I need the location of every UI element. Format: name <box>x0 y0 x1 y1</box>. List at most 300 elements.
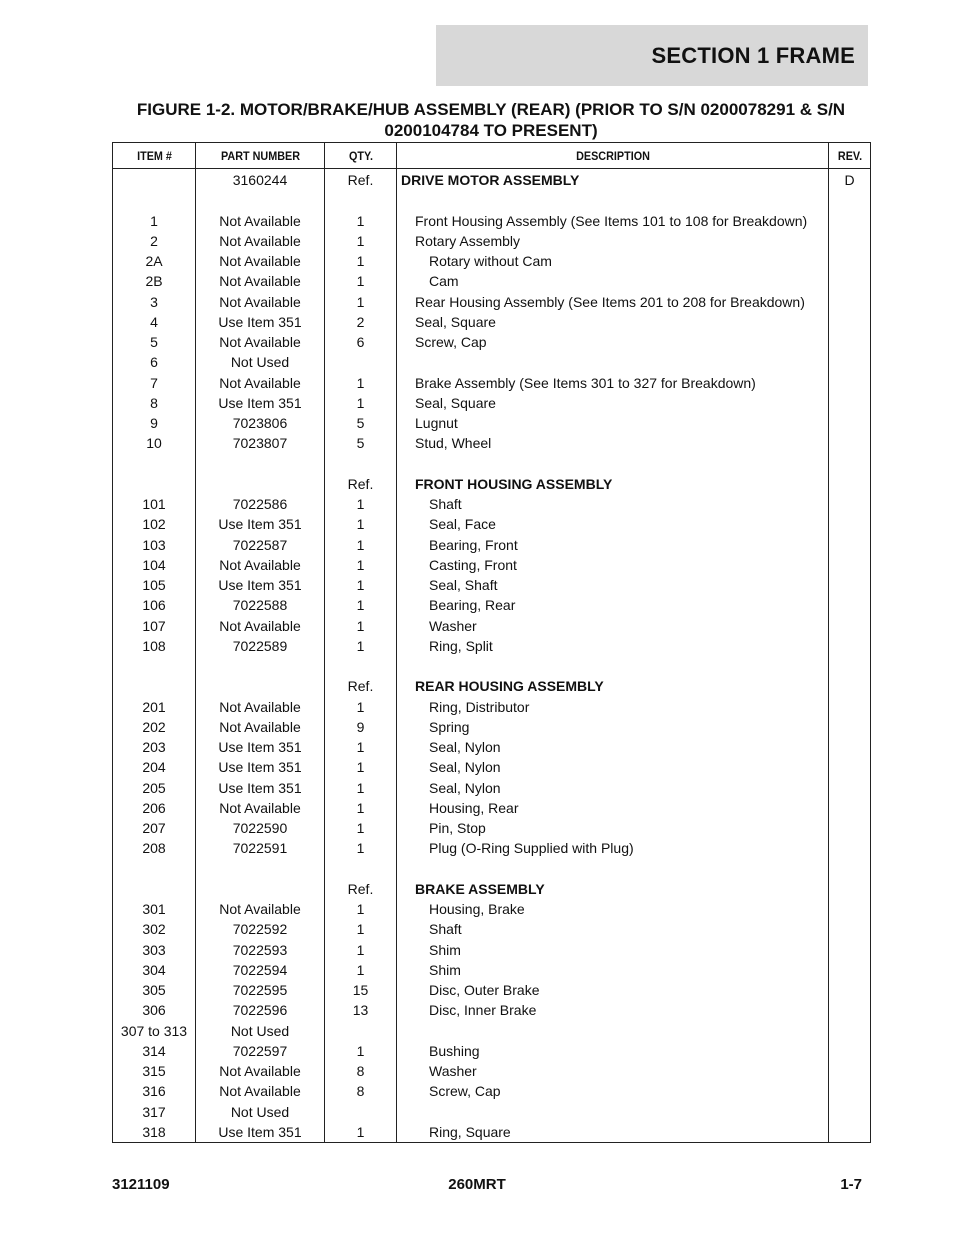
cell-rev <box>829 1122 871 1143</box>
cell-description: Housing, Brake <box>397 899 829 919</box>
cell-description: Washer <box>397 1061 829 1081</box>
cell-qty: 1 <box>325 514 397 534</box>
cell-description: Seal, Shaft <box>397 575 829 595</box>
cell-qty: 1 <box>325 494 397 514</box>
cell-part-number: 7022589 <box>196 636 325 656</box>
cell-part-number: Not Available <box>196 292 325 312</box>
cell-qty: 1 <box>325 838 397 858</box>
footer-page-number: 1-7 <box>840 1176 862 1193</box>
cell-qty <box>325 1102 397 1122</box>
cell-description: Casting, Front <box>397 555 829 575</box>
cell-item: 204 <box>113 757 196 777</box>
cell-rev <box>829 595 871 615</box>
cell-part-number: 7022597 <box>196 1041 325 1061</box>
cell-qty: 15 <box>325 980 397 1000</box>
cell-rev <box>829 899 871 919</box>
table-row <box>113 1102 871 1122</box>
cell-part-number <box>196 190 325 210</box>
table-row <box>113 211 871 231</box>
cell-rev <box>829 535 871 555</box>
column-header-description: DESCRIPTION <box>418 143 807 169</box>
table-row <box>113 393 871 413</box>
table-row <box>113 838 871 858</box>
column-header-item: ITEM # <box>117 143 192 169</box>
table-row <box>113 1000 871 1020</box>
cell-item: 2B <box>113 271 196 291</box>
column-header-qty: QTY. <box>328 143 393 169</box>
cell-item <box>113 169 196 191</box>
cell-description: Front Housing Assembly (See Items 101 to 108 for Breakdown) <box>397 211 829 231</box>
cell-item: 101 <box>113 494 196 514</box>
cell-rev <box>829 940 871 960</box>
cell-item: 103 <box>113 535 196 555</box>
table-row <box>113 169 871 191</box>
cell-rev <box>829 737 871 757</box>
cell-description: Shim <box>397 960 829 980</box>
figure-title: FIGURE 1-2. MOTOR/BRAKE/HUB ASSEMBLY (REAR) (PRIOR TO S/N 0200078291 & S/N 0200104784 TO PRESENT) <box>136 100 846 140</box>
cell-item: 301 <box>113 899 196 919</box>
cell-qty: 1 <box>325 960 397 980</box>
cell-qty: 8 <box>325 1081 397 1101</box>
cell-description: Bushing <box>397 1041 829 1061</box>
cell-part-number: 7022586 <box>196 494 325 514</box>
cell-item: 107 <box>113 616 196 636</box>
table-row <box>113 231 871 251</box>
cell-item: 315 <box>113 1061 196 1081</box>
cell-description: Screw, Cap <box>397 1081 829 1101</box>
cell-item: 2 <box>113 231 196 251</box>
table-row <box>113 514 871 534</box>
cell-description: Seal, Nylon <box>397 778 829 798</box>
table-row <box>113 1061 871 1081</box>
table-row <box>113 980 871 1000</box>
cell-item <box>113 656 196 676</box>
table-row <box>113 474 871 494</box>
cell-description: Seal, Square <box>397 312 829 332</box>
cell-part-number <box>196 656 325 676</box>
cell-rev <box>829 818 871 838</box>
cell-rev <box>829 1061 871 1081</box>
cell-item: 206 <box>113 798 196 818</box>
table-row <box>113 940 871 960</box>
cell-description: Seal, Square <box>397 393 829 413</box>
cell-qty: Ref. <box>325 474 397 494</box>
cell-qty: 1 <box>325 535 397 555</box>
cell-part-number: 7022595 <box>196 980 325 1000</box>
cell-qty: 1 <box>325 757 397 777</box>
cell-part-number: Not Available <box>196 1061 325 1081</box>
cell-rev <box>829 859 871 879</box>
cell-description: Shim <box>397 940 829 960</box>
cell-description: Washer <box>397 616 829 636</box>
table-row <box>113 595 871 615</box>
cell-part-number: 7022588 <box>196 595 325 615</box>
cell-rev <box>829 960 871 980</box>
cell-part-number: 7022591 <box>196 838 325 858</box>
cell-rev <box>829 251 871 271</box>
cell-item: 304 <box>113 960 196 980</box>
cell-description: Seal, Nylon <box>397 757 829 777</box>
cell-qty: 1 <box>325 1122 397 1143</box>
cell-rev <box>829 494 871 514</box>
cell-rev: D <box>829 169 871 191</box>
column-header-rev: REV. <box>831 143 869 169</box>
cell-item: 1 <box>113 211 196 231</box>
cell-qty: 1 <box>325 737 397 757</box>
cell-rev <box>829 838 871 858</box>
cell-part-number: Not Available <box>196 231 325 251</box>
cell-part-number: Not Available <box>196 798 325 818</box>
table-row <box>113 413 871 433</box>
cell-description: Seal, Face <box>397 514 829 534</box>
footer-doc-number: 3121109 <box>112 1176 170 1193</box>
cell-part-number <box>196 676 325 696</box>
table-row <box>113 433 871 453</box>
cell-qty: 1 <box>325 231 397 251</box>
cell-rev <box>829 332 871 352</box>
cell-rev <box>829 373 871 393</box>
cell-item: 4 <box>113 312 196 332</box>
cell-item <box>113 676 196 696</box>
cell-description <box>397 1021 829 1041</box>
cell-item: 203 <box>113 737 196 757</box>
cell-qty: 1 <box>325 798 397 818</box>
cell-qty <box>325 1021 397 1041</box>
table-row <box>113 494 871 514</box>
cell-part-number: 7022592 <box>196 919 325 939</box>
cell-part-number <box>196 474 325 494</box>
cell-description: BRAKE ASSEMBLY <box>397 879 829 899</box>
cell-part-number: Not Available <box>196 211 325 231</box>
cell-rev <box>829 393 871 413</box>
cell-part-number: Not Available <box>196 332 325 352</box>
cell-description <box>397 190 829 210</box>
table-row <box>113 190 871 210</box>
table-row <box>113 352 871 372</box>
cell-part-number: Not Used <box>196 1021 325 1041</box>
table-row <box>113 373 871 393</box>
cell-description: REAR HOUSING ASSEMBLY <box>397 676 829 696</box>
cell-item <box>113 879 196 899</box>
cell-part-number: 7022596 <box>196 1000 325 1020</box>
cell-description: Bearing, Front <box>397 535 829 555</box>
cell-qty: 1 <box>325 211 397 231</box>
cell-part-number: Use Item 351 <box>196 312 325 332</box>
cell-item <box>113 190 196 210</box>
cell-part-number: Not Available <box>196 251 325 271</box>
cell-item: 305 <box>113 980 196 1000</box>
table-row <box>113 535 871 555</box>
table-row <box>113 697 871 717</box>
cell-item: 307 to 313 <box>113 1021 196 1041</box>
cell-description: Screw, Cap <box>397 332 829 352</box>
table-row <box>113 575 871 595</box>
table-row <box>113 899 871 919</box>
table-row <box>113 859 871 879</box>
cell-qty: 2 <box>325 312 397 332</box>
cell-part-number: 7022594 <box>196 960 325 980</box>
cell-rev <box>829 211 871 231</box>
cell-qty: Ref. <box>325 169 397 191</box>
table-row <box>113 312 871 332</box>
cell-part-number: 7022590 <box>196 818 325 838</box>
cell-rev <box>829 980 871 1000</box>
cell-qty: 1 <box>325 940 397 960</box>
cell-item <box>113 454 196 474</box>
table-row <box>113 676 871 696</box>
cell-qty <box>325 352 397 372</box>
table-row <box>113 251 871 271</box>
cell-qty: 1 <box>325 899 397 919</box>
cell-item: 316 <box>113 1081 196 1101</box>
table-row <box>113 919 871 939</box>
cell-qty: 1 <box>325 697 397 717</box>
table-row <box>113 818 871 838</box>
cell-item: 3 <box>113 292 196 312</box>
cell-item: 9 <box>113 413 196 433</box>
cell-rev <box>829 697 871 717</box>
cell-item: 2A <box>113 251 196 271</box>
cell-part-number <box>196 859 325 879</box>
cell-description: Ring, Distributor <box>397 697 829 717</box>
cell-rev <box>829 798 871 818</box>
cell-rev <box>829 1041 871 1061</box>
table-row <box>113 879 871 899</box>
cell-item: 318 <box>113 1122 196 1143</box>
cell-item: 303 <box>113 940 196 960</box>
cell-item: 207 <box>113 818 196 838</box>
cell-description: Stud, Wheel <box>397 433 829 453</box>
cell-qty: 9 <box>325 717 397 737</box>
cell-description <box>397 352 829 372</box>
cell-item: 205 <box>113 778 196 798</box>
cell-rev <box>829 656 871 676</box>
cell-item: 102 <box>113 514 196 534</box>
cell-description: Rotary without Cam <box>397 251 829 271</box>
cell-qty: 1 <box>325 595 397 615</box>
cell-rev <box>829 575 871 595</box>
cell-item: 5 <box>113 332 196 352</box>
cell-rev <box>829 1000 871 1020</box>
cell-qty: 1 <box>325 292 397 312</box>
cell-item: 105 <box>113 575 196 595</box>
table-row <box>113 292 871 312</box>
cell-part-number: Not Available <box>196 616 325 636</box>
table-row <box>113 798 871 818</box>
cell-qty: 1 <box>325 393 397 413</box>
cell-part-number: Not Available <box>196 1081 325 1101</box>
cell-qty <box>325 656 397 676</box>
cell-description <box>397 454 829 474</box>
table-row <box>113 656 871 676</box>
cell-rev <box>829 676 871 696</box>
cell-rev <box>829 413 871 433</box>
cell-part-number: Use Item 351 <box>196 575 325 595</box>
cell-part-number: Not Available <box>196 373 325 393</box>
cell-qty: 1 <box>325 251 397 271</box>
cell-rev <box>829 879 871 899</box>
cell-qty: 1 <box>325 373 397 393</box>
cell-part-number: Not Available <box>196 717 325 737</box>
column-header-part-number: PART NUMBER <box>202 143 318 169</box>
cell-qty: 8 <box>325 1061 397 1081</box>
cell-description: Bearing, Rear <box>397 595 829 615</box>
table-row <box>113 271 871 291</box>
cell-rev <box>829 1102 871 1122</box>
cell-item: 208 <box>113 838 196 858</box>
table-row <box>113 1122 871 1143</box>
table-row <box>113 332 871 352</box>
cell-item: 314 <box>113 1041 196 1061</box>
cell-description: Ring, Split <box>397 636 829 656</box>
cell-description <box>397 859 829 879</box>
cell-description: Rotary Assembly <box>397 231 829 251</box>
cell-description: Cam <box>397 271 829 291</box>
footer-model: 260MRT <box>448 1176 506 1193</box>
cell-part-number: 7022587 <box>196 535 325 555</box>
cell-part-number: Use Item 351 <box>196 737 325 757</box>
cell-qty <box>325 859 397 879</box>
cell-item: 108 <box>113 636 196 656</box>
cell-description: DRIVE MOTOR ASSEMBLY <box>397 169 829 191</box>
table-row <box>113 1041 871 1061</box>
cell-item: 104 <box>113 555 196 575</box>
cell-qty: 1 <box>325 575 397 595</box>
cell-item: 10 <box>113 433 196 453</box>
cell-part-number <box>196 454 325 474</box>
cell-item: 106 <box>113 595 196 615</box>
cell-part-number: Use Item 351 <box>196 514 325 534</box>
cell-description: Brake Assembly (See Items 301 to 327 for Breakdown) <box>397 373 829 393</box>
cell-description: Ring, Square <box>397 1122 829 1143</box>
cell-qty: 1 <box>325 778 397 798</box>
section-header <box>436 25 868 86</box>
cell-part-number: Use Item 351 <box>196 778 325 798</box>
cell-qty: 1 <box>325 616 397 636</box>
cell-rev <box>829 231 871 251</box>
table-body <box>113 169 871 1143</box>
cell-description: Shaft <box>397 919 829 939</box>
cell-item <box>113 474 196 494</box>
parts-table <box>112 142 871 1143</box>
cell-description: Housing, Rear <box>397 798 829 818</box>
cell-qty: 13 <box>325 1000 397 1020</box>
cell-qty: Ref. <box>325 879 397 899</box>
cell-description: Rear Housing Assembly (See Items 201 to 208 for Breakdown) <box>397 292 829 312</box>
cell-part-number: 7023806 <box>196 413 325 433</box>
cell-description: FRONT HOUSING ASSEMBLY <box>397 474 829 494</box>
cell-qty: 6 <box>325 332 397 352</box>
cell-rev <box>829 271 871 291</box>
cell-part-number: 3160244 <box>196 169 325 191</box>
cell-part-number: 7022593 <box>196 940 325 960</box>
cell-item: 302 <box>113 919 196 939</box>
cell-rev <box>829 636 871 656</box>
cell-description: Shaft <box>397 494 829 514</box>
table-row <box>113 454 871 474</box>
cell-rev <box>829 190 871 210</box>
cell-description: Disc, Inner Brake <box>397 1000 829 1020</box>
cell-part-number: Not Used <box>196 352 325 372</box>
cell-qty: 1 <box>325 1041 397 1061</box>
cell-rev <box>829 555 871 575</box>
cell-rev <box>829 1081 871 1101</box>
cell-qty: 5 <box>325 433 397 453</box>
cell-rev <box>829 778 871 798</box>
cell-description <box>397 656 829 676</box>
cell-item <box>113 859 196 879</box>
cell-item: 201 <box>113 697 196 717</box>
cell-rev <box>829 292 871 312</box>
table-row <box>113 778 871 798</box>
cell-part-number: Use Item 351 <box>196 757 325 777</box>
section-title: SECTION 1 FRAME <box>651 42 855 68</box>
cell-description: Disc, Outer Brake <box>397 980 829 1000</box>
cell-part-number: Not Available <box>196 271 325 291</box>
cell-qty: 1 <box>325 555 397 575</box>
cell-qty: 1 <box>325 271 397 291</box>
cell-qty: 1 <box>325 636 397 656</box>
table-row <box>113 717 871 737</box>
cell-description: Spring <box>397 717 829 737</box>
table-row <box>113 636 871 656</box>
cell-part-number: Not Used <box>196 1102 325 1122</box>
cell-item: 7 <box>113 373 196 393</box>
cell-qty: 1 <box>325 919 397 939</box>
cell-item: 317 <box>113 1102 196 1122</box>
cell-rev <box>829 433 871 453</box>
cell-item: 8 <box>113 393 196 413</box>
cell-part-number: Use Item 351 <box>196 393 325 413</box>
cell-description <box>397 1102 829 1122</box>
cell-rev <box>829 616 871 636</box>
cell-part-number: 7023807 <box>196 433 325 453</box>
cell-rev <box>829 1021 871 1041</box>
table-header <box>113 143 871 169</box>
cell-qty: 1 <box>325 818 397 838</box>
table-row <box>113 555 871 575</box>
cell-rev <box>829 454 871 474</box>
cell-description: Lugnut <box>397 413 829 433</box>
cell-rev <box>829 757 871 777</box>
cell-part-number <box>196 879 325 899</box>
cell-part-number: Not Available <box>196 899 325 919</box>
cell-item: 202 <box>113 717 196 737</box>
cell-part-number: Not Available <box>196 555 325 575</box>
cell-rev <box>829 312 871 332</box>
table-row <box>113 616 871 636</box>
table-row <box>113 1021 871 1041</box>
table-row <box>113 757 871 777</box>
cell-rev <box>829 717 871 737</box>
cell-description: Pin, Stop <box>397 818 829 838</box>
table-row <box>113 737 871 757</box>
cell-qty <box>325 454 397 474</box>
cell-qty <box>325 190 397 210</box>
cell-rev <box>829 352 871 372</box>
cell-item: 306 <box>113 1000 196 1020</box>
cell-item: 6 <box>113 352 196 372</box>
cell-description: Seal, Nylon <box>397 737 829 757</box>
cell-part-number: Use Item 351 <box>196 1122 325 1143</box>
cell-qty: Ref. <box>325 676 397 696</box>
cell-qty: 5 <box>325 413 397 433</box>
table-row <box>113 960 871 980</box>
cell-rev <box>829 919 871 939</box>
table-row <box>113 1081 871 1101</box>
cell-rev <box>829 474 871 494</box>
cell-description: Plug (O-Ring Supplied with Plug) <box>397 838 829 858</box>
